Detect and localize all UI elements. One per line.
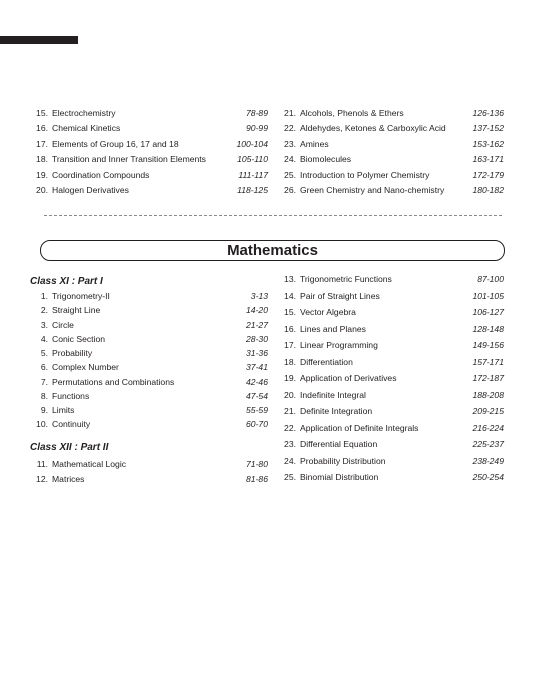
entry-number: 1. — [40, 291, 48, 301]
entry-pages: 28-30 — [246, 334, 268, 344]
entry-pages: 14-20 — [246, 305, 268, 315]
entry-title: Linear Programming — [300, 340, 378, 350]
entry-pages: 31-36 — [246, 348, 268, 358]
entry-number: 16. — [36, 123, 48, 133]
entry-number: 21. — [284, 406, 296, 416]
entry-number: 26. — [284, 185, 296, 195]
entry-pages: 153-162 — [472, 139, 504, 149]
entry-pages: 106-127 — [472, 307, 504, 317]
entry-number: 20. — [36, 185, 48, 195]
entry-number: 25. — [284, 170, 296, 180]
entry-title: Matrices — [52, 474, 85, 484]
entry-pages: 225-237 — [472, 439, 504, 449]
entry-pages: 111-117 — [238, 170, 268, 180]
entry-pages: 180-182 — [472, 185, 504, 195]
mathematics-banner — [40, 240, 505, 261]
entry-title: Mathematical Logic — [52, 459, 127, 469]
entry-number: 4. — [40, 334, 48, 344]
section-title: Mathematics — [227, 242, 318, 259]
class-xi-heading: Class XI : Part I — [30, 276, 103, 287]
entry-number: 22. — [284, 423, 296, 433]
entry-title: Alcohols, Phenols & Ethers — [300, 108, 404, 118]
entry-pages: 60-70 — [246, 419, 268, 429]
entry-number: 17. — [36, 139, 48, 149]
entry-pages: 250-254 — [472, 472, 504, 482]
entry-number: 22. — [284, 123, 296, 133]
entry-title: Transition and Inner Transition Elements — [52, 154, 206, 164]
entry-title: Probability — [52, 348, 93, 358]
entry-number: 16. — [284, 324, 296, 334]
entry-title: Binomial Distribution — [300, 472, 379, 482]
section-divider — [44, 215, 502, 216]
entry-title: Permutations and Combinations — [52, 377, 175, 387]
entry-pages: 101-105 — [472, 291, 504, 301]
entry-pages: 137-152 — [472, 123, 504, 133]
entry-pages: 105-110 — [237, 154, 268, 164]
entry-pages: 157-171 — [472, 357, 504, 367]
entry-title: Conic Section — [52, 334, 106, 344]
entry-number: 12. — [36, 474, 48, 484]
entry-number: 24. — [284, 456, 296, 466]
entry-pages: 163-171 — [472, 154, 504, 164]
entry-pages: 90-99 — [246, 123, 268, 133]
entry-title: Straight Line — [52, 305, 101, 315]
entry-title: Coordination Compounds — [52, 170, 150, 180]
entry-number: 14. — [284, 291, 296, 301]
entry-number: 18. — [36, 154, 48, 164]
header-decoration-bar — [0, 36, 78, 44]
entry-pages: 81-86 — [246, 474, 268, 484]
entry-title: Functions — [52, 391, 90, 401]
entry-title: Complex Number — [52, 362, 119, 372]
entry-pages: 100-104 — [236, 139, 268, 149]
entry-number: 6. — [40, 362, 48, 372]
entry-pages: 21-27 — [246, 320, 268, 330]
entry-title: Halogen Derivatives — [52, 185, 129, 195]
entry-number: 23. — [284, 139, 296, 149]
entry-number: 20. — [284, 390, 296, 400]
entry-number: 23. — [284, 439, 296, 449]
entry-title: Limits — [52, 405, 75, 415]
entry-number: 19. — [36, 170, 48, 180]
entry-title: Differential Equation — [300, 439, 378, 449]
entry-number: 13. — [284, 274, 296, 284]
entry-number: 5. — [40, 348, 48, 358]
entry-number: 10. — [36, 419, 48, 429]
entry-number: 8. — [40, 391, 48, 401]
entry-number: 9. — [40, 405, 48, 415]
entry-pages: 128-148 — [472, 324, 504, 334]
entry-pages: 149-156 — [472, 340, 504, 350]
entry-title: Chemical Kinetics — [52, 123, 121, 133]
entry-pages: 37-41 — [246, 362, 268, 372]
entry-title: Electrochemistry — [52, 108, 116, 118]
entry-title: Amines — [300, 139, 329, 149]
entry-title: Circle — [52, 320, 74, 330]
entry-number: 17. — [284, 340, 296, 350]
entry-title: Probability Distribution — [300, 456, 386, 466]
entry-pages: 55-59 — [246, 405, 268, 415]
entry-number: 21. — [284, 108, 296, 118]
entry-number: 11. — [36, 459, 48, 469]
entry-pages: 71-80 — [246, 459, 268, 469]
entry-title: Vector Algebra — [300, 307, 356, 317]
entry-number: 19. — [284, 373, 296, 383]
entry-pages: 126-136 — [472, 108, 504, 118]
entry-pages: 172-187 — [472, 373, 504, 383]
entry-title: Definite Integration — [300, 406, 373, 416]
entry-pages: 188-208 — [472, 390, 504, 400]
entry-title: Differentiation — [300, 357, 353, 367]
entry-title: Introduction to Polymer Chemistry — [300, 170, 430, 180]
entry-number: 3. — [40, 320, 48, 330]
entry-number: 7. — [40, 377, 48, 387]
entry-title: Biomolecules — [300, 154, 352, 164]
entry-title: Continuity — [52, 419, 91, 429]
entry-pages: 87-100 — [477, 274, 504, 284]
entry-pages: 47-54 — [246, 391, 268, 401]
entry-pages: 172-179 — [472, 170, 504, 180]
entry-number: 25. — [284, 472, 296, 482]
entry-number: 2. — [40, 305, 48, 315]
entry-title: Green Chemistry and Nano-chemistry — [300, 185, 445, 195]
entry-title: Trigonometric Functions — [300, 274, 392, 284]
entry-title: Trigonometry-II — [52, 291, 110, 301]
entry-pages: 118-125 — [237, 185, 268, 195]
entry-title: Application of Derivatives — [300, 373, 397, 383]
entry-number: 18. — [284, 357, 296, 367]
entry-title: Indefinite Integral — [300, 390, 366, 400]
class-xii-heading: Class XII : Part II — [30, 442, 109, 453]
entry-title: Application of Definite Integrals — [300, 423, 419, 433]
entry-number: 24. — [284, 154, 296, 164]
entry-number: 15. — [284, 307, 296, 317]
entry-pages: 78-89 — [246, 108, 268, 118]
entry-number: 15. — [36, 108, 48, 118]
entry-pages: 209-215 — [472, 406, 504, 416]
entry-title: Elements of Group 16, 17 and 18 — [52, 139, 179, 149]
entry-title: Lines and Planes — [300, 324, 366, 334]
entry-title: Aldehydes, Ketones & Carboxylic Acid — [300, 123, 446, 133]
entry-title: Pair of Straight Lines — [300, 291, 380, 301]
entry-pages: 238-249 — [472, 456, 504, 466]
entry-pages: 3-13 — [250, 291, 268, 301]
entry-pages: 216-224 — [472, 423, 504, 433]
entry-pages: 42-46 — [246, 377, 268, 387]
